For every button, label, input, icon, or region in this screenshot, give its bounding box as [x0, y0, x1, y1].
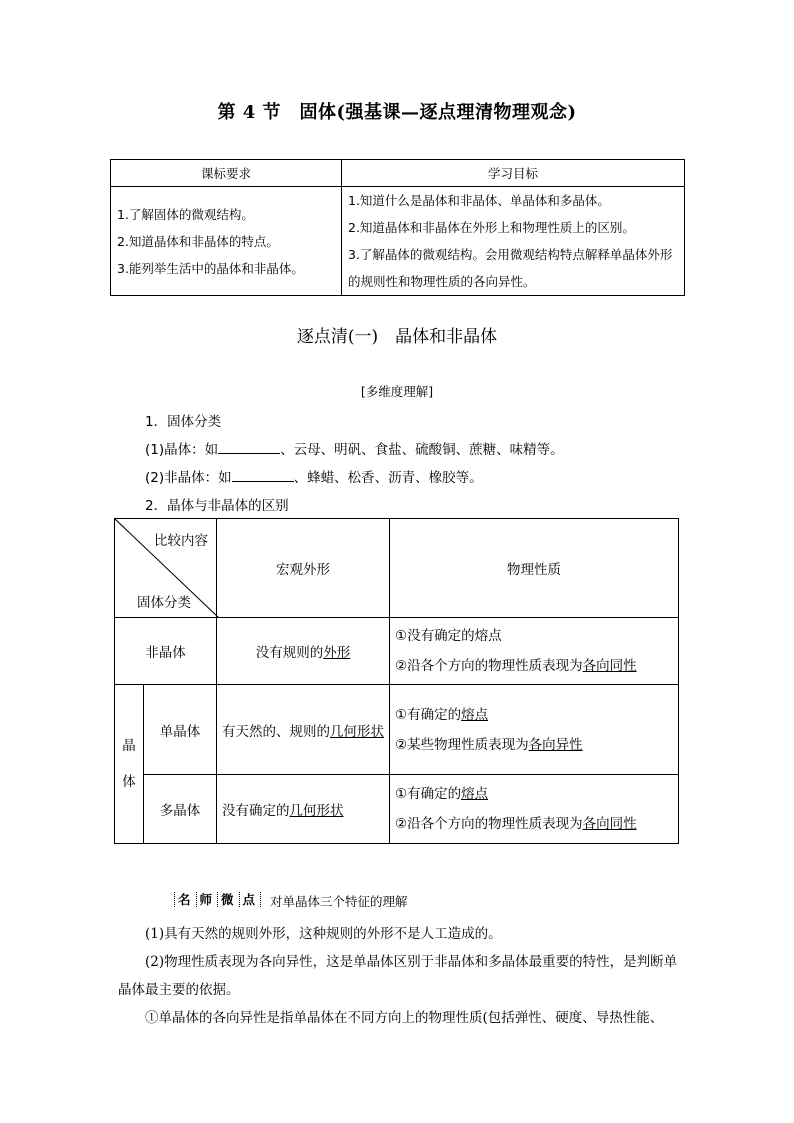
teacher-tip-badge: 名 师 微 点	[174, 890, 260, 908]
row-label-polycrystal: 多晶体	[144, 775, 217, 844]
col-physical-properties: 物理性质	[390, 519, 679, 618]
polycrystal-properties: ①有确定的熔点 ②沿各个方向的物理性质表现为各向同性	[390, 775, 679, 844]
note-paragraph-3: ①单晶体的各向异性是指单晶体在不同方向上的物理性质(包括弹性、硬度、导热性能、	[145, 1010, 664, 1026]
single-crystal-shape: 有天然的、规则的几何形状	[217, 685, 390, 775]
col-macro-shape: 宏观外形	[217, 519, 390, 618]
note-paragraph-1: (1)具有天然的规则外形，这种规则的外形不是人工造成的。	[145, 926, 502, 942]
note-paragraph-2: (2)物理性质表现为各向异性，这是单晶体区别于非晶体和多晶体最重要的特性，是判断单晶体最主要的依据。	[118, 954, 678, 998]
section-tag: [多维度理解]	[360, 384, 434, 399]
polycrystal-shape: 没有确定的几何形状	[217, 775, 390, 844]
amorphous-examples-line: (2)非晶体：如 、蜂蜡、松香、沥青、橡胶等。	[145, 470, 483, 486]
requirement-item: 3.能列举生活中的晶体和非晶体。	[117, 260, 304, 276]
row-group-crystal: 晶 体	[115, 685, 144, 844]
curriculum-requirements-cell	[111, 187, 342, 296]
objective-item: 2.知道晶体和非晶体在外形上和物理性质上的区别。	[348, 220, 635, 235]
objective-item: 1.知道什么是晶体和非晶体、单晶体和多晶体。	[348, 193, 610, 208]
header-learning-objectives: 学习目标	[342, 160, 685, 187]
diag-top-label: 比较内容	[154, 533, 208, 549]
fill-in-blank[interactable]	[232, 469, 294, 482]
objective-item: 3.了解晶体的微观结构。会用微观结构特点解释单晶体外形的规则性和物理性质的各向异性。	[348, 247, 673, 289]
requirement-item: 1.了解固体的微观结构。	[117, 206, 254, 222]
teacher-tip-title: 对单晶体三个特征的理解	[270, 894, 408, 909]
heading-differences: 2．晶体与非晶体的区别	[145, 498, 289, 514]
amorphous-shape: 没有规则的外形	[217, 618, 390, 685]
single-crystal-properties: ①有确定的熔点 ②某些物理性质表现为各向异性	[390, 685, 679, 775]
requirements-table	[110, 159, 685, 296]
row-label-single-crystal: 单晶体	[144, 685, 217, 775]
lesson-title: 第 4 节 固体(强基课—逐点理清物理观念)	[217, 102, 577, 123]
section-title: 逐点清(一) 晶体和非晶体	[296, 327, 498, 347]
diagonal-header-cell	[115, 519, 217, 618]
requirement-item: 2.知道晶体和非晶体的特点。	[117, 233, 279, 249]
fill-in-blank[interactable]	[218, 441, 280, 454]
crystal-examples-line: (1)晶体：如 、云母、明矾、食盐、硫酸铜、蔗糖、味精等。	[145, 442, 564, 458]
row-label-amorphous: 非晶体	[115, 618, 217, 685]
heading-solid-classification: 1．固体分类	[145, 414, 222, 430]
diag-bottom-label: 固体分类	[137, 595, 191, 611]
amorphous-properties: ①没有确定的熔点 ②沿各个方向的物理性质表现为各向同性	[390, 618, 679, 685]
comparison-table	[114, 518, 679, 844]
header-curriculum-requirements: 课标要求	[111, 160, 342, 187]
learning-objectives-cell	[342, 187, 685, 296]
